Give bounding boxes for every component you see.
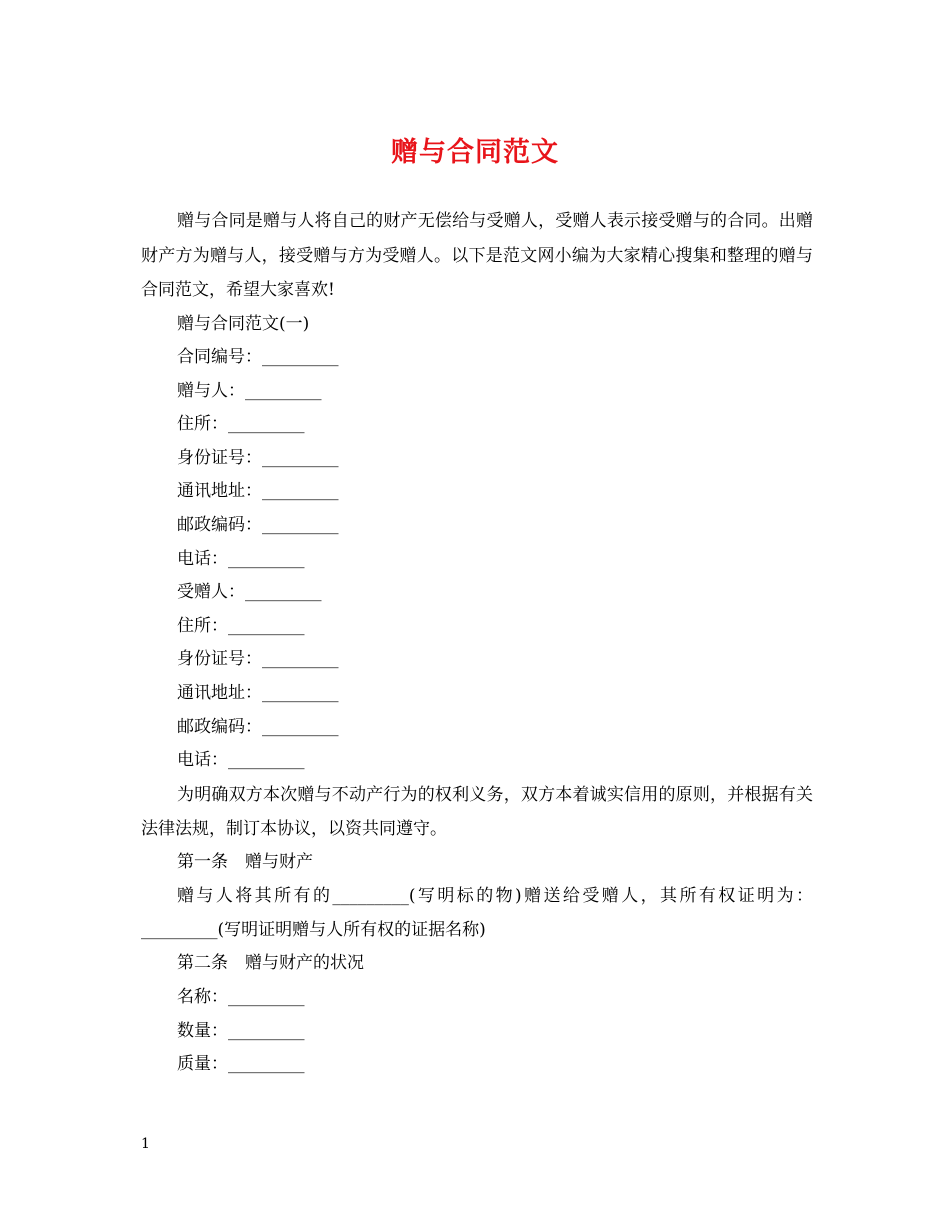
article2-heading: 第二条 赠与财产的状况: [177, 953, 364, 974]
article1-heading: 第一条 赠与财产: [177, 851, 313, 872]
property-quantity-field: 数量：_________: [177, 1020, 305, 1041]
donee-phone-field: 电话：_________: [177, 750, 305, 771]
page-title: 赠与合同范文: [391, 137, 559, 168]
property-name-field: 名称：_________: [177, 987, 305, 1007]
donor-phone-field: 电话：_________: [177, 548, 305, 569]
donor-address-field: 住所：_________: [177, 414, 305, 435]
donee-mail-address-field: 通讯地址：_________: [177, 683, 339, 704]
donee-postcode-field: 邮政编码：_________: [177, 716, 339, 737]
donee-label: 受赠人：_________: [177, 582, 322, 603]
page-number: 1: [141, 1136, 150, 1152]
donee-id-field: 身份证号：_________: [177, 649, 339, 670]
donor-mail-address-field: 通讯地址：_________: [177, 481, 339, 502]
section-title: 赠与合同范文(一): [177, 313, 310, 334]
donor-postcode-field: 邮政编码：_________: [177, 515, 339, 536]
donee-address-field: 住所：_________: [177, 615, 305, 636]
property-quality-field: 质量：_________: [177, 1054, 305, 1075]
purpose-paragraph: 为明确双方本次赠与不动产行为的权利义务，双方本着诚实信用的原则，并根据有关法律法规，制订本协议，以资共同遵守。: [141, 784, 813, 839]
donor-id-field: 身份证号：_________: [177, 447, 339, 468]
contract-number-field: 合同编号：_________: [177, 347, 339, 368]
donor-label: 赠与人：_________: [177, 380, 322, 401]
article1-text: 赠与人将其所有的_________(写明标的物)赠送给受赠人，其所有权证明为：_________(写明证明赠与人所有权的证据名称): [141, 886, 813, 941]
intro-paragraph: 赠与合同是赠与人将自己的财产无偿给与受赠人，受赠人表示接受赠与的合同。出赠财产方为赠与人，接受赠与方为受赠人。以下是范文网小编为大家精心搜集和整理的赠与合同范文，希望大家喜欢!: [141, 211, 813, 300]
document-body: [141, 204, 813, 1082]
